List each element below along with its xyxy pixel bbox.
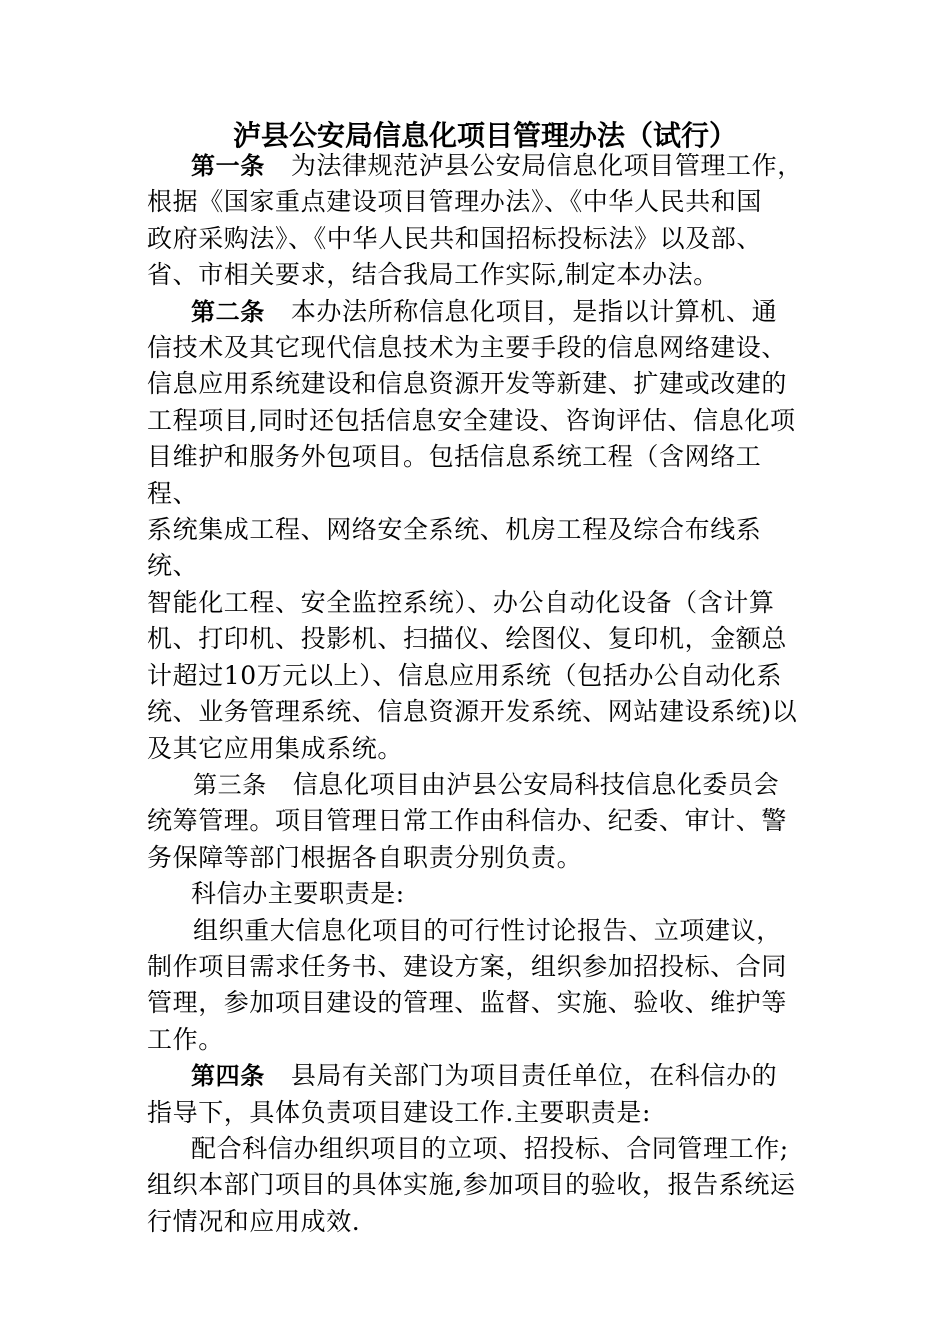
article-3-line: 统筹管理。项目管理日常工作由科信办、纪委、审计、警 (147, 806, 788, 836)
article-1 (147, 148, 812, 294)
article-2-line: 计超过10万元以上）、信息应用系统（包括办公自动化系 (147, 660, 782, 690)
article-3-text: 信息化项目由泸县公安局科技信息化委员会 (292, 769, 780, 799)
article-4-duties (147, 1131, 812, 1240)
article-1-text: 为法律规范泸县公安局信息化项目管理工作， (290, 151, 803, 180)
article-2-line: 及其它应用集成系统。 (147, 733, 404, 763)
article-4-label: 第四条 (191, 1062, 265, 1091)
article-2-line: 系统集成工程、网络安全系统、机房工程及综合布线系统、 (147, 515, 762, 581)
duties-paragraph (147, 913, 812, 1059)
document-title: 泸县公安局信息化项目管理办法（试行） (232, 119, 737, 152)
article-4-duties-line: 配合科信办组织项目的立项、招投标、合同管理工作; (191, 1133, 789, 1163)
article-3-line (147, 767, 812, 803)
article-2-line: 统、业务管理系统、信息资源开发系统、网站建设系统)以 (147, 697, 798, 727)
article-1-line: 省、市相关要求，结合我局工作实际,制定本办法。 (147, 260, 719, 290)
article-4-line (147, 1058, 812, 1094)
article-4-duties-line: 组织本部门项目的具体实施,参加项目的验收，报告系统运 (147, 1170, 796, 1200)
article-1-label: 第一条 (191, 152, 265, 180)
article-2-line: 信技术及其它现代信息技术为主要手段的信息网络建设、 (147, 333, 788, 363)
article-2-line (147, 294, 812, 330)
article-3-line: 务保障等部门根据各自职责分别负责。 (147, 842, 583, 872)
duties-line: 管理，参加项目建设的管理、监督、实施、验收、维护等 (147, 988, 788, 1018)
article-2-line: 机、打印机、投影机、扫描仪、绘图仪、复印机，金额总 (147, 624, 788, 654)
duties-line: 组织重大信息化项目的可行性讨论报告、立项建议， (193, 915, 782, 945)
article-2-line: 智能化工程、安全监控系统）、办公自动化设备（含计算 (147, 587, 775, 617)
article-4-duties-line: 行情况和应用成效. (147, 1206, 361, 1236)
article-1-line: 根据《国家重点建设项目管理办法》、《中华人民共和国 (147, 187, 763, 217)
article-2-line: 工程项目,同时还包括信息安全建设、咨询评估、信息化项 (147, 405, 796, 435)
article-3 (147, 767, 812, 876)
duties-heading: 科信办主要职责是: (191, 879, 405, 909)
article-4 (147, 1058, 812, 1131)
article-1-line (147, 148, 812, 184)
duties-line: 工作。 (147, 1024, 224, 1054)
document-body (147, 148, 812, 1240)
article-1-line: 政府采购法》、《中华人民共和国招标投标法》以及部、 (147, 223, 763, 253)
article-2 (147, 294, 812, 767)
article-4-text: 县局有关部门为项目责任单位，在科信办的 (290, 1061, 778, 1091)
duties-line: 制作项目需求任务书、建设方案，组织参加招投标、合同 (147, 951, 788, 981)
article-4-line: 指导下，具体负责项目建设工作.主要职责是: (147, 1097, 651, 1127)
article-2-line: 信息应用系统建设和信息资源开发等新建、扩建或改建的 (147, 369, 788, 399)
article-2-line: 目维护和服务外包项目。包括信息系统工程（含网络工程、 (147, 442, 762, 508)
article-2-text: 本办法所称信息化项目，是指以计算机、通 (290, 296, 778, 326)
article-3-label: 第三条 (193, 770, 267, 799)
article-2-label: 第二条 (191, 297, 265, 326)
